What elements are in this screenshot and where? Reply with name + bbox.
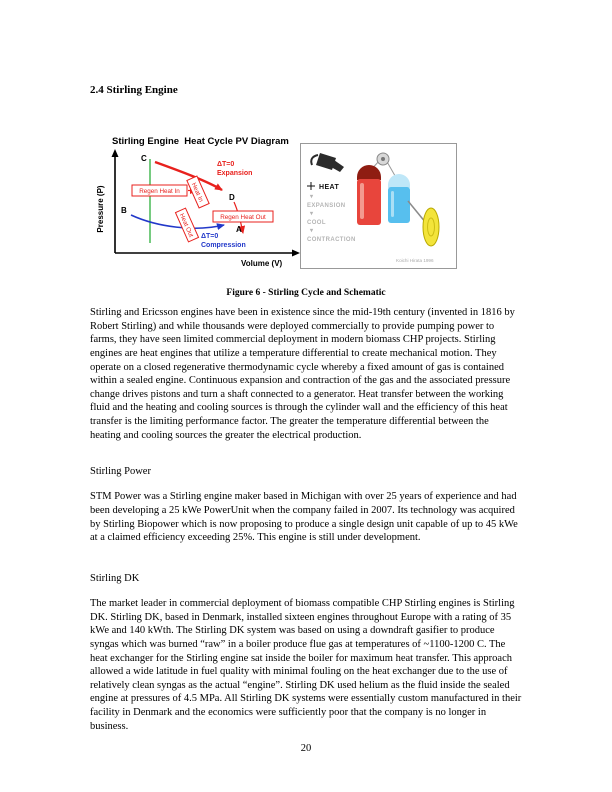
cool-label: COOL [307,220,326,226]
stirling-dk-paragraph: The market leader in commercial deployment of biomass compatible CHP Stirling engines is Stirling DK. Stirling DK, based in Denmark, installed sixteen engines throughout Europe with a rating of 35 kWe and 140 kWth. The Stirling DK system was based on using a downdraft gasifier to produce syngas which was burned “raw” in a boiler produce flue gas at temperatures of ~1100-1200 C. The heat exchanger for the Stirling engine sat inside the boiler for maximum heat transfer. This approach allowed a wide latitude in fuel quality with minimal fouling on the heat exchanger due to the use of relatively clean syngas as the actual “engine”. Stirling DK used helium as the fluid inside the sealed engine at pressures of 4.5 MPa. All Stirling DK systems were essentially custom manufactured in their facility in Denmark and the economics were sufficiently poor that the company is no longer in business. [90,597,522,732]
flywheel [423,208,439,246]
schematic-credit: Koichi Hirata 1996 [396,258,434,263]
stirling-schematic [300,143,457,269]
chevron-down-icon: ▾ [310,211,314,217]
heat-out-label: Heat Out [177,212,195,239]
point-b: B [121,206,127,215]
point-c: C [141,154,147,163]
expansion-label-line1: ΔT=0 [217,161,235,168]
compression-label-line1: ΔT=0 [201,233,219,240]
y-axis-arrow [112,149,119,157]
intro-paragraph: Stirling and Ericsson engines have been in existence since the mid-19th century (invented in 1816 by Robert Stirling) and while thousands were deployed commercially to provide pumping power to farms, they have seen limited commercial deployment in modern biomass CHP projects. Stirling engines are heat engines that utilize a temperature differential to create mechanical motion. They operate on a closed regenerative thermodynamic cycle whereby a fixed amount of gas is contained within a sealed engine. Continuous expansion and contraction of the gas and the associated pressure change drives pistons and turn a shaft connected to a generator. Heat transfer between the working fluid and the heating and cooling sources is through the cylinder wall and the efficiency of this heat transfer is the limiting performance factor. The greater the temperature differential between the heating and cooling sources the greater the electrical production. [90,307,515,441]
chevron-down-icon: ▾ [310,228,314,234]
subheading-stirling-dk: Stirling DK [90,572,140,584]
section-heading: 2.4 Stirling Engine [90,84,178,96]
heat-out-box [175,208,198,242]
heat-in-label: Heat In [189,181,205,204]
chevron-down-icon: ▾ [310,194,314,200]
page-number: 20 [300,743,312,754]
figure-6 [90,138,530,278]
figure-caption: Figure 6 - Stirling Cycle and Schematic [226,288,386,298]
regen-heat-in-label: Regen Heat In [139,188,180,195]
contraction-label: CONTRACTION [307,237,356,243]
compression-label-line2: Compression [201,242,246,249]
subheading-stirling-power: Stirling Power [90,466,151,478]
page-content [90,84,522,733]
x-axis-arrow [292,250,300,257]
heat-label: HEAT [319,184,340,191]
x-axis-label: Volume (V) [241,259,283,268]
expansion-label: EXPANSION [307,203,346,209]
point-d: D [229,193,235,202]
regen-heat-out-label: Regen Heat Out [220,214,266,221]
point-a: A [236,225,242,234]
expansion-label-line2: Expansion [217,170,253,177]
stirling-power-paragraph: STM Power was a Stirling engine maker based in Michigan with over 25 years of experience and had been developing a 25 kWe PowerUnit when the company failed in 2007. Its technology was acquired by Stirling Biopower which is now proposing to produce a single design unit capable of up to 45 kWe at a claimed efficiency exceeding 25%. This engine is still under development. [90,491,518,544]
y-axis-label: Pressure (P) [96,185,105,233]
pv-diagram [95,149,305,275]
pv-diagram-title: Stirling Engine Heat Cycle PV Diagram [112,136,289,147]
